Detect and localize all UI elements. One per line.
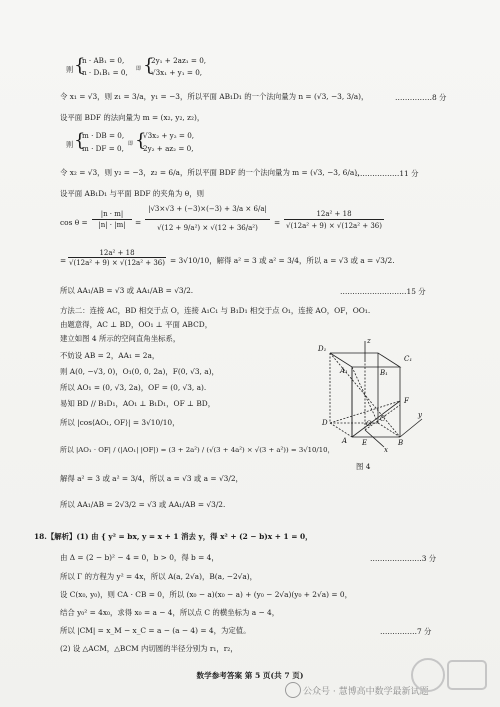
equation-connector: 即: [136, 66, 142, 72]
text-line: 所以 AA₁/AB = 2√3/2 = √3 或 AA₁/AB = √3/2.: [60, 500, 226, 509]
stamp-icon: [408, 655, 490, 695]
label-C1: C₁: [404, 355, 413, 363]
text-line: 设平面 BDF 的法向量为 m = (x₂, y₂, z₂)，: [60, 113, 205, 122]
fraction-numerator: |√3×√3 + (−3)×(−3) + 3/a × 6/a|: [148, 205, 267, 213]
label-z: z: [367, 337, 371, 345]
score-mark: ………………11 分: [355, 169, 419, 178]
text-line: 所以 |AO₁ · OF| / (|AO₁| |OF|) = (3 + 2a²) / (√(3 + 4a²) × √(3 + a²)) = 3√10/10，: [60, 446, 335, 454]
diagonal-line: [352, 401, 400, 437]
problem-18-line: 18.【解析】(1) 由 { y² = bx, y = x + 1 消去 y，得 x² + (2 − b)x + 1 = 0，: [34, 532, 313, 541]
left-brace: {: [135, 130, 147, 151]
text-line: 由 Δ = (2 − b)² − 4 = 0，b > 0，得 b = 4，: [60, 553, 219, 562]
figure-caption: 图 4: [356, 462, 371, 471]
watermark-text: 公众号 · 慧博高中数学最新试题: [303, 687, 429, 697]
label-B: B: [398, 439, 404, 447]
text-line: 方法二：连接 AC，BD 相交于点 O，连接 A₁C₁ 与 B₁D₁ 相交于点 O₁，连接 AO，OF，OO₁.: [60, 306, 371, 315]
page-footer: 数学参考答案 第 5 页(共 7 页): [196, 671, 304, 680]
label-D1: D₁: [318, 345, 327, 353]
text-line: 不妨设 AB = 2，AA₁ = 2a，: [60, 351, 160, 360]
fraction-bar: [92, 219, 132, 220]
score-mark: ………………………15 分: [340, 287, 426, 296]
text-line: 则 A(0, −√3, 0)，O₁(0, 0, 2a)，F(0, √3, a)，: [60, 367, 219, 376]
equation-line: n · D₁B₁ = 0,: [82, 68, 128, 77]
equals-sign: =: [135, 218, 142, 227]
fraction-denominator: √(12 + 9/a²) × √(12 + 36/a²): [157, 224, 258, 232]
text-line: 易知 BD // B₁D₁，AO₁ ⊥ B₁D₁，OF ⊥ BD，: [60, 399, 216, 408]
text-line: 设 C(x₀, y₀)，则 CA · CB = 0，所以 (x₀ − a)(x₀ − a) + (y₀ − 2√a)(y₀ + 2√a) = 0，: [60, 590, 352, 599]
equation-line: m · DB = 0,: [82, 131, 125, 140]
text-line: (2) 设 △ACM，△BCM 内切圆的半径分别为 r₁，r₂，: [60, 644, 238, 653]
figure-4-prism: [300, 335, 430, 455]
left-brace: {: [143, 55, 155, 76]
wechat-logo-icon: [285, 682, 301, 698]
text-line: = 3√10/10，解得 a² = 3 或 a² = 3/4，所以 a = √3 或 a = √3/2.: [170, 256, 395, 265]
text-line: 所以 |cos⟨AO₁, OF⟩| = 3√10/10，: [60, 418, 180, 427]
fraction-numerator: |n · m|: [100, 210, 124, 218]
label-x: x: [384, 446, 388, 454]
text-line: 所以 AO₁ = (0, √3, 2a)，OF = (0, √3, a).: [60, 383, 207, 392]
equals-sign: =: [274, 218, 281, 227]
label-F: F: [404, 397, 409, 405]
label-y: y: [418, 411, 422, 419]
fraction-numerator: 12a² + 18: [99, 249, 135, 257]
text-line: 所以 Γ 的方程为 y² = 4x，所以 A(a, 2√a)，B(a, −2√a)，: [60, 572, 258, 581]
equals-sign: =: [60, 256, 67, 265]
equation-system-2-label: 则: [66, 140, 74, 149]
equation-line: 2y₂ + az₂ = 0,: [143, 144, 194, 153]
prism-edge: [378, 423, 400, 437]
y-axis: [400, 419, 422, 437]
text-line: 建立如图 4 所示的空间直角坐标系，: [60, 334, 181, 343]
label-A: A: [342, 437, 348, 445]
fraction-denominator: √(12a² + 9) × √(12a² + 36): [286, 222, 382, 230]
left-brace: {: [74, 130, 86, 151]
equation-line: √3x₂ + y₂ = 0,: [143, 131, 195, 140]
score-mark: ……………7 分: [380, 627, 432, 636]
text-line: 所以 |CM| = x_M − x_C = a − (a − 4) = 4，为定值。: [60, 626, 251, 635]
stamp-watermark: [408, 655, 490, 695]
text-line: 设平面 AB₁D₁ 与平面 BDF 的夹角为 θ，则: [60, 189, 204, 198]
text-line: 令 x₁ = √3，则 z₁ = 3/a，y₁ = −3，所以平面 AB₁D₁ 的一个法向量为 n = (√3, −3, 3/a)，: [60, 92, 369, 101]
fraction-denominator: |n| · |m|: [98, 221, 126, 229]
text-line: 所以 AA₁/AB = √3 或 AA₁/AB = √3/2.: [60, 286, 194, 295]
equation-system-1-label: 则: [66, 65, 74, 74]
label-E: E: [362, 439, 368, 447]
score-mark: …………………3 分: [370, 554, 437, 563]
cos-label: cos θ =: [60, 218, 88, 227]
equation-line: √3x₁ + y₁ = 0,: [151, 68, 203, 77]
equation-line: m · DF = 0,: [82, 144, 124, 153]
fraction-bar: [68, 257, 166, 258]
equation-line: 2y₁ + 2az₁ = 0,: [151, 56, 207, 65]
label-C: C: [380, 415, 386, 423]
text-line: 结合 y₀² = 4x₀，求得 x₀ = a − 4，所以点 C 的横坐标为 a − 4，: [60, 608, 280, 617]
text-line: 由题意得，AC ⊥ BD，OO₁ ⊥ 平面 ABCD，: [60, 320, 213, 329]
label-A1: A₁: [340, 367, 348, 375]
label-O: O: [366, 420, 372, 428]
fraction-denominator: √(12a² + 9) × √(12a² + 36): [69, 259, 165, 267]
fraction-bar: [145, 219, 270, 220]
text-line: 令 x₂ = √3，则 y₂ = −3，z₂ = 6/a，所以平面 BDF 的一个法向量为 m = (√3, −3, 6/a)，: [60, 168, 365, 177]
equation-line: n · AB₁ = 0,: [82, 56, 125, 65]
fraction-numerator: 12a² + 18: [316, 210, 352, 218]
fraction-bar: [284, 219, 384, 220]
label-D: D: [322, 419, 328, 427]
x-axis: [365, 430, 384, 447]
label-B1: B₁: [380, 369, 388, 377]
text-line: 解得 a² = 3 或 a² = 3/4，所以 a = √3 或 a = √3/2，: [60, 474, 243, 483]
prism-edge: [330, 423, 352, 437]
score-mark: ……………8 分: [395, 93, 447, 102]
left-brace: {: [74, 55, 86, 76]
equation-connector: 即: [128, 141, 134, 147]
